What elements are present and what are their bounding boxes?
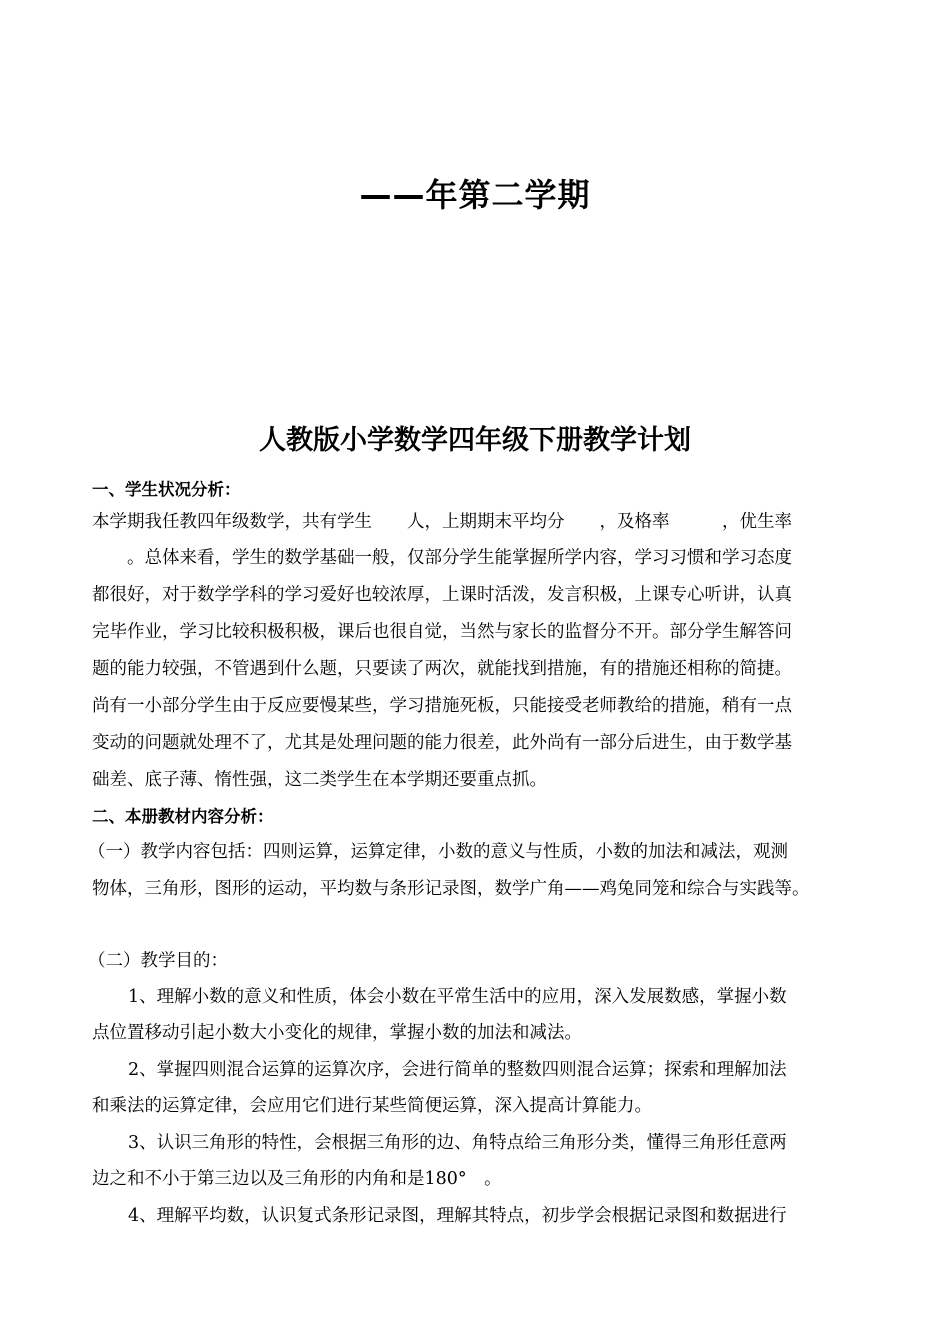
goal-item-4: 4、理解平均数，认识复式条形记录图，理解其特点，初步学会根据记录图和数据进行 [128,1206,787,1226]
paragraph-line: 。总体来看，学生的数学基础一般，仅部分学生能掌握所学内容，学习习惯和学习态度 [92,548,792,568]
paragraph-line: （一）教学内容包括：四则运算，运算定律，小数的意义与性质，小数的加法和减法，观测 [88,842,788,862]
paragraph-line: 尚有一小部分学生由于反应要慢某些，学习措施死板，只能接受老师教给的措施，稍有一点 [92,696,792,716]
section-heading-textbook-analysis: 二、本册教材内容分析： [92,807,274,826]
paragraph-line: 本学期我任教四年级数学，共有学生 人，上期期末平均分 ，及格率 ，优生率 [92,512,792,532]
paragraph-line: 变动的问题就处理不了，尤其是处理问题的能力很差，此外尚有一部分后进生，由于数学基 [92,733,792,753]
document-title: 人教版小学数学四年级下册教学计划 [259,425,691,456]
goal-item-2: 2、掌握四则混合运算的运算次序，会进行简单的整数四则混合运算；探索和理解加法 [128,1060,787,1080]
paragraph-line: 完毕作业，学习比较积极积极，课后也很自觉，当然与家长的监督分不开。部分学生解答问 [92,622,792,642]
term-title: ——年第二学期 [359,176,591,214]
goal-item-3-continued: 边之和不小于第三边以及三角形的内角和是180° 。 [92,1169,502,1189]
goal-item-3: 3、认识三角形的特性，会根据三角形的边、角特点给三角形分类，懂得三角形任意两 [128,1133,787,1153]
goal-item-1-continued: 点位置移动引起小数大小变化的规律，掌握小数的加法和减法。 [92,1023,582,1043]
paragraph-line: 物体，三角形，图形的运动，平均数与条形记录图，数学广角——鸡兔同笼和综合与实践等。 [92,879,810,899]
paragraph-line: 础差、底子薄、惰性强，这二类学生在本学期还要重点抓。 [92,770,547,790]
paragraph-line: 都很好，对于数学学科的学习爱好也较浓厚，上课时活泼，发言积极，上课专心听讲，认真 [92,585,792,605]
subsection-heading-teaching-goals: （二）教学目的： [88,951,228,971]
paragraph-line: 题的能力较强，不管遇到什么题，只要读了两次，就能找到措施，有的措施还相称的简捷。 [92,659,792,679]
section-heading-student-analysis: 一、学生状况分析： [92,480,241,499]
goal-item-1: 1、理解小数的意义和性质，体会小数在平常生活中的应用，深入发展数感，掌握小数 [128,987,787,1007]
goal-item-2-continued: 和乘法的运算定律，会应用它们进行某些简便运算，深入提高计算能力。 [92,1096,652,1116]
